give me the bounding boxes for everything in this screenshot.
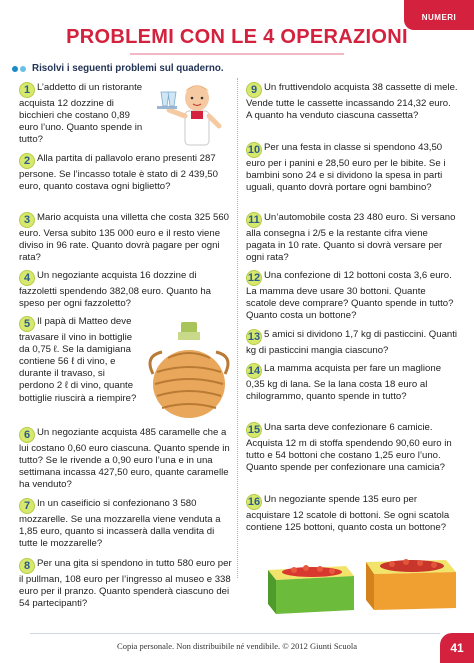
problem-text: L’addetto di un ristorante acquista 12 dozzine di bicchieri che costano 0,89 euro l’uno. Quanto spende in tutto? <box>19 82 143 146</box>
problem-text: Mario acquista una villetta che costa 325 560 euro. Versa subito 135 000 euro e il resto viene diviso in 96 rate. Quanto dovrà pagare per ogni rata? <box>19 212 229 264</box>
problem-text: Un’automobile costa 23 480 euro. Si versano alla consegna i 2/5 e la restante cifra viene pagata in 10 rate. Quanto si dovrà versare per ogni rata? <box>246 212 456 264</box>
demijohn-illustration <box>148 322 230 422</box>
problem-number-badge: 3 <box>19 212 35 228</box>
problem-number-badge: 7 <box>19 498 35 514</box>
section-tab: NUMERI <box>404 0 474 30</box>
problem-number-badge: 2 <box>19 153 35 169</box>
problem-text: Un fruttivendolo acquista 38 cassette di mele. Vende tutte le cassette incassando 214,32 euro. A quanto ha venduto ciascuna cassetta? <box>246 82 458 122</box>
problem-text: Un negoziante spende 135 euro per acquistare 12 scatole di bottoni. Se ogni scatola contiene 125 bottoni, quanto costa un bottone? <box>246 494 450 534</box>
page-title: PROBLEMI CON LE 4 OPERAZIONI <box>66 26 408 48</box>
problem-text: Per una festa in classe si spendono 43,50 euro per i panini e 28,50 euro per le bibite. Se i bambini sono 24 e si dividono la spesa in parti uguali, quanto dovrà portare ogni bambino? <box>246 142 446 194</box>
problem-11 <box>246 212 458 264</box>
problem-text: Il papà di Matteo deve travasare il vino in bottiglie da 0,75 ℓ. Se la damigiana contiene 56 ℓ di vino, e durante il travaso, si perdono 2 ℓ di vino, quante bottiglie riuscirà a riempire? <box>19 316 137 404</box>
problem-3 <box>19 212 229 264</box>
problem-text: Alla partita di pallavolo erano presenti 287 persone. Se l’incasso totale è stato di 2 439,50 euro, quanto costava ogni biglietto? <box>19 153 218 193</box>
problem-text: Una sarta deve confezionare 6 camicie. Acquista 12 m di stoffa spendendo 90,60 euro in tutto e 54 bottoni che costano 1,25 euro l’uno. Quanto spende per confezionare una camicia? <box>246 422 452 474</box>
problem-number-badge: 5 <box>19 316 35 332</box>
problem-text: In un caseificio si confezionano 3 580 mozzarelle. Se una mozzarella viene venduta a 1,85 euro, quanto si incasserà dalla vendita di tutte le mozzarelle? <box>19 498 221 550</box>
problem-text: Un negoziante acquista 16 dozzine di fazzoletti spendendo 382,08 euro. Quanto ha speso per ogni fazzoletto? <box>19 270 212 310</box>
problem-5 <box>19 316 139 405</box>
problem-8 <box>19 558 233 610</box>
problem-number-badge: 4 <box>19 270 35 286</box>
problem-number-badge: 14 <box>246 363 262 379</box>
title-underline <box>130 53 344 55</box>
column-divider <box>237 78 238 578</box>
problem-text: Una confezione di 12 bottoni costa 3,6 euro. La mamma deve usare 30 bottoni. Quante scatole deve comprare? Quanto spende in tutto? Quanto costa un bottone? <box>246 270 454 322</box>
problem-number-badge: 9 <box>246 82 262 98</box>
problem-10 <box>246 142 458 194</box>
page-number: 41 <box>440 633 474 663</box>
problem-13 <box>246 329 458 357</box>
problem-number-badge: 1 <box>19 82 35 98</box>
problem-1 <box>19 82 149 146</box>
problem-6 <box>19 427 233 491</box>
problem-12 <box>246 270 458 322</box>
problem-2 <box>19 153 229 193</box>
problem-7 <box>19 498 233 550</box>
problem-text: 5 amici si dividono 1,7 kg di pasticcini. Quanti kg di pasticcini mangia ciascuno? <box>246 329 458 357</box>
problem-9 <box>246 82 458 122</box>
problem-number-badge: 12 <box>246 270 262 286</box>
problem-number-badge: 8 <box>19 558 35 574</box>
problem-text: Un negoziante acquista 485 caramelle che a lui costano 0,60 euro ciascuna. Quanto spende in tutto? Se le rivende a 0,90 euro l’una e in una settimana incassa 427,50 euro, quante caramelle ha venduto? <box>19 427 230 491</box>
waiter-illustration <box>155 82 225 150</box>
bullet-dots-icon <box>12 66 26 72</box>
button-boxes-illustration <box>262 548 462 618</box>
problem-4 <box>19 270 229 310</box>
footer-copyright: Copia personale. Non distribuibile né vendibile. © 2012 Giunti Scuola <box>117 641 357 651</box>
problem-text: Per una gita si spendono in tutto 580 euro per il pullman, 108 euro per l’ingresso al museo e 338 euro per il pranzo. Quanto spenderà ciascuno dei 54 partecipanti? <box>19 558 232 610</box>
problem-number-badge: 15 <box>246 422 262 438</box>
problem-number-badge: 10 <box>246 142 262 158</box>
footer-divider <box>30 633 440 634</box>
problem-number-badge: 13 <box>246 329 262 345</box>
instruction <box>12 63 224 74</box>
problem-15 <box>246 422 458 474</box>
problem-number-badge: 11 <box>246 212 262 228</box>
problem-16 <box>246 494 458 534</box>
problem-14 <box>246 363 458 403</box>
problem-text: La mamma acquista per fare un maglione 0,35 kg di lana. Se la lana costa 18 euro al chilogrammo, quanto spende in tutto? <box>246 363 442 403</box>
problem-number-badge: 6 <box>19 427 35 443</box>
instruction-text: Risolvi i seguenti problemi sul quaderno. <box>32 63 224 74</box>
problem-number-badge: 16 <box>246 494 262 510</box>
